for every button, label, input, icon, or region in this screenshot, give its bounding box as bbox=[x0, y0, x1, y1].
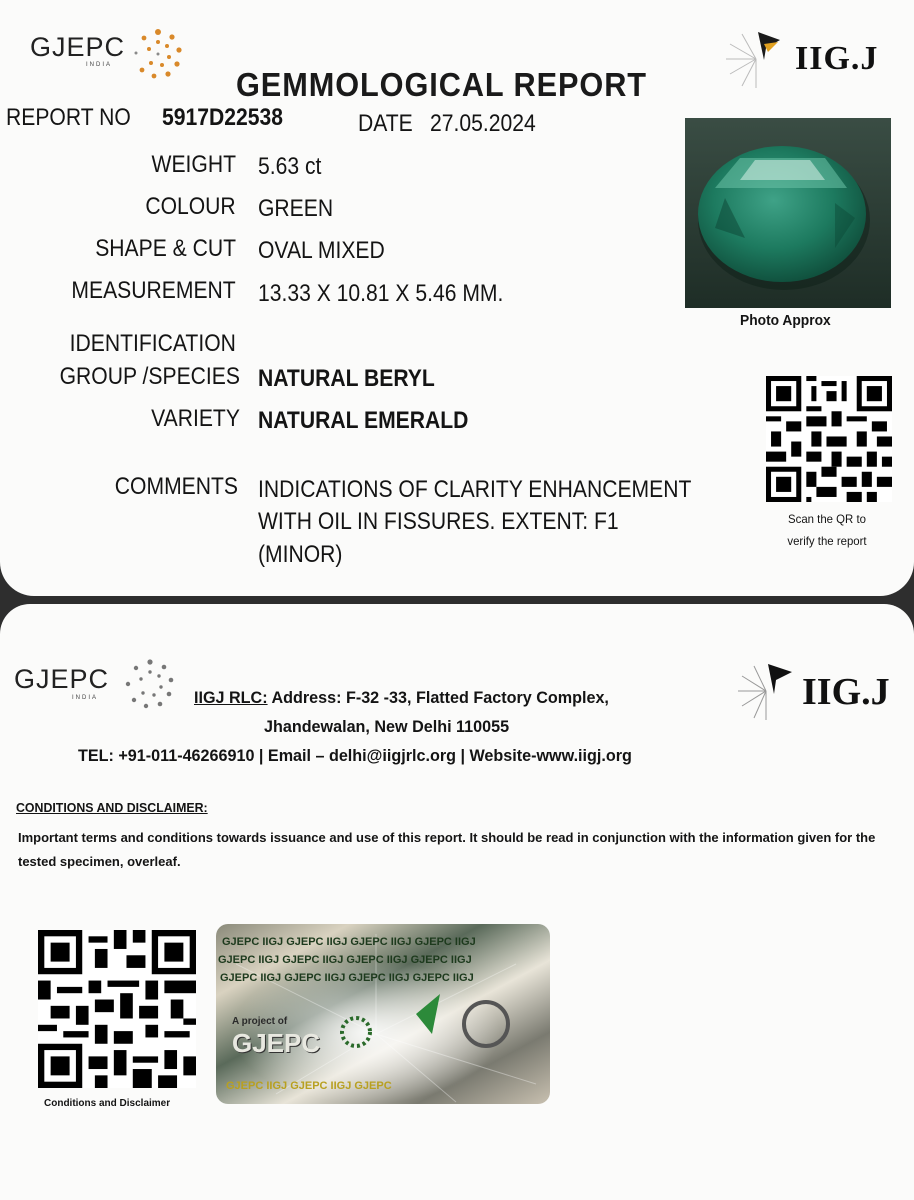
address-label: IIGJ RLC: bbox=[194, 688, 268, 707]
colour-value: GREEN bbox=[258, 195, 334, 222]
comments-label: COMMENTS bbox=[114, 473, 238, 500]
report-front-card bbox=[0, 0, 914, 596]
conditions-qr-caption: Conditions and Disclaimer bbox=[44, 1098, 171, 1109]
security-hologram bbox=[216, 924, 550, 1104]
variety-label: VARIETY bbox=[151, 405, 240, 432]
hologram-bottom-row: GJEPC IIGJ GJEPC IIGJ GJEPC bbox=[226, 1080, 392, 1092]
colour-label: COLOUR bbox=[145, 193, 236, 220]
comments-line-3: (MINOR) bbox=[258, 541, 343, 568]
shape-cut-label: SHAPE & CUT bbox=[95, 235, 236, 262]
comments-line-2: WITH OIL IN FISSURES. EXTENT: F1 bbox=[258, 508, 619, 535]
report-title: GEMMOLOGICAL REPORT bbox=[236, 66, 647, 103]
hologram-text-row-3: GJEPC IIGJ GJEPC IIGJ GJEPC IIGJ GJEPC IIGJ bbox=[220, 972, 474, 984]
group-species-label: GROUP /SPECIES bbox=[59, 363, 240, 390]
hologram-project-label: A project of bbox=[232, 1016, 288, 1027]
conditions-title: CONDITIONS AND DISCLAIMER: bbox=[16, 800, 208, 815]
comments-line-1: INDICATIONS OF CLARITY ENHANCEMENT bbox=[258, 476, 692, 503]
weight-value: 5.63 ct bbox=[258, 153, 322, 180]
hologram-graphic bbox=[216, 924, 550, 1104]
date-value: 27.05.2024 bbox=[430, 110, 536, 137]
report-back-card bbox=[0, 604, 914, 1200]
address-line-2: Jhandewalan, New Delhi 110055 bbox=[264, 717, 510, 736]
qr-code-icon bbox=[766, 376, 892, 502]
address-text: Address: F-32 -33, Flatted Factory Complex, bbox=[267, 688, 609, 707]
emerald-gem-icon bbox=[685, 118, 891, 308]
variety-value: NATURAL EMERALD bbox=[258, 407, 469, 434]
measurement-label: MEASUREMENT bbox=[71, 277, 236, 304]
report-no-value: 5917D22538 bbox=[162, 104, 283, 131]
shape-cut-value: OVAL MIXED bbox=[258, 237, 385, 264]
gemstone-photo bbox=[685, 118, 891, 308]
conditions-qr-code[interactable] bbox=[38, 930, 196, 1088]
hologram-project-name: GJEPC bbox=[232, 1028, 321, 1058]
back-iigj-arrow-icon bbox=[736, 658, 802, 724]
qr-caption bbox=[775, 508, 880, 552]
report-no-label: REPORT NO bbox=[6, 104, 131, 131]
weight-label: WEIGHT bbox=[151, 151, 236, 178]
address-line-1 bbox=[194, 688, 609, 708]
group-species-value: NATURAL BERYL bbox=[258, 365, 435, 392]
back-iigj-logo: IIG.J bbox=[802, 671, 890, 713]
gjepc-logo: GJEPC bbox=[30, 32, 126, 62]
date-label: DATE bbox=[358, 110, 413, 137]
qr-caption-line-1: Scan the QR to bbox=[788, 512, 866, 526]
conditions-qr-icon bbox=[38, 930, 196, 1088]
gjepc-logo-sub: INDIA bbox=[86, 62, 113, 68]
qr-caption-line-2: verify the report bbox=[787, 534, 867, 548]
back-gjepc-logo-sub: INDIA bbox=[72, 695, 99, 701]
iigj-logo: IIG.J bbox=[795, 40, 879, 77]
verify-qr-code[interactable] bbox=[766, 376, 892, 502]
gjepc-sunburst-icon bbox=[130, 26, 186, 82]
identification-label: IDENTIFICATION bbox=[69, 330, 236, 357]
iigj-arrow-icon bbox=[722, 26, 792, 92]
back-gjepc-sunburst-icon bbox=[122, 656, 178, 712]
hologram-text-row-1: GJEPC IIGJ GJEPC IIGJ GJEPC IIGJ GJEPC IIGJ bbox=[222, 936, 476, 948]
measurement-value: 13.33 X 10.81 X 5.46 MM. bbox=[258, 280, 504, 307]
back-gjepc-logo: GJEPC bbox=[14, 664, 110, 694]
conditions-body: Important terms and conditions towards issuance and use of this report. It should be read in conjunction with the information given for the tested specimen, overleaf. bbox=[18, 830, 876, 869]
hologram-text-row-2: GJEPC IIGJ GJEPC IIGJ GJEPC IIGJ GJEPC IIGJ bbox=[218, 954, 472, 966]
contact-line: TEL: +91-011-46266910 | Email – delhi@iigjrlc.org | Website-www.iigj.org bbox=[78, 746, 632, 765]
photo-caption: Photo Approx bbox=[740, 312, 831, 329]
